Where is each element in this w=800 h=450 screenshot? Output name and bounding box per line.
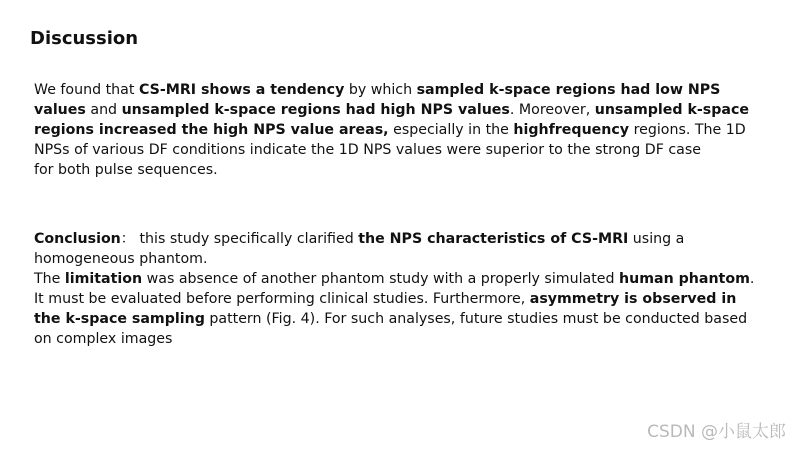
bold-run: CS-MRI shows a tendency [138, 82, 345, 98]
discussion-line-1 [34, 80, 764, 100]
conclusion-line-5 [34, 309, 764, 329]
conclusion-line-2: homogeneous phantom. [34, 251, 208, 267]
discussion-paragraph [34, 80, 764, 180]
text-run: . [749, 271, 755, 287]
bold-run: highfrequency [513, 122, 630, 138]
conclusion-line-1 [34, 229, 764, 249]
conclusion-line-4 [34, 289, 764, 309]
text-run: using a [628, 231, 685, 247]
bold-run: values [34, 102, 86, 118]
text-run: and [85, 102, 122, 118]
conclusion-paragraph [34, 229, 764, 349]
bold-run: asymmetry is observed in [529, 291, 737, 307]
discussion-line-5: for both pulse sequences. [34, 162, 218, 178]
bold-run: human phantom [619, 271, 750, 287]
conclusion-heading: Conclusion [34, 231, 121, 247]
text-run: . Moreover, [509, 102, 595, 118]
text-run: regions. The 1D [629, 122, 746, 138]
page-title: Discussion [30, 28, 139, 49]
watermark: CSDN @小鼠太郎 [647, 422, 786, 442]
text-run: We found that [34, 82, 139, 98]
text-run: The [34, 271, 65, 287]
text-run: It must be evaluated before performing clinical studies. Furthermore, [34, 291, 530, 307]
text-run: especially in the [388, 122, 514, 138]
bold-run: sampled k-space regions had low NPS [416, 82, 721, 98]
text-run: by which [344, 82, 417, 98]
discussion-line-4: NPSs of various DF conditions indicate the 1D NPS values were superior to the strong DF case [34, 142, 701, 158]
bold-run: regions increased the high NPS value areas, [34, 122, 389, 138]
discussion-line-3 [34, 120, 764, 140]
bold-run: the NPS characteristics of CS-MRI [358, 231, 629, 247]
bold-run: unsampled k-space [594, 102, 750, 118]
text-run: was absence of another phantom study with a properly simulated [142, 271, 620, 287]
text-run: ： this study specifically clarified [120, 231, 359, 247]
bold-run: limitation [64, 271, 143, 287]
bold-run: the k-space sampling [34, 311, 205, 327]
text-run: pattern (Fig. 4). For such analyses, future studies must be conducted based [204, 311, 748, 327]
bold-run: unsampled k-space regions had high NPS values [121, 102, 510, 118]
conclusion-line-6: on complex images [34, 331, 173, 347]
discussion-line-2 [34, 100, 764, 120]
conclusion-line-3 [34, 269, 764, 289]
